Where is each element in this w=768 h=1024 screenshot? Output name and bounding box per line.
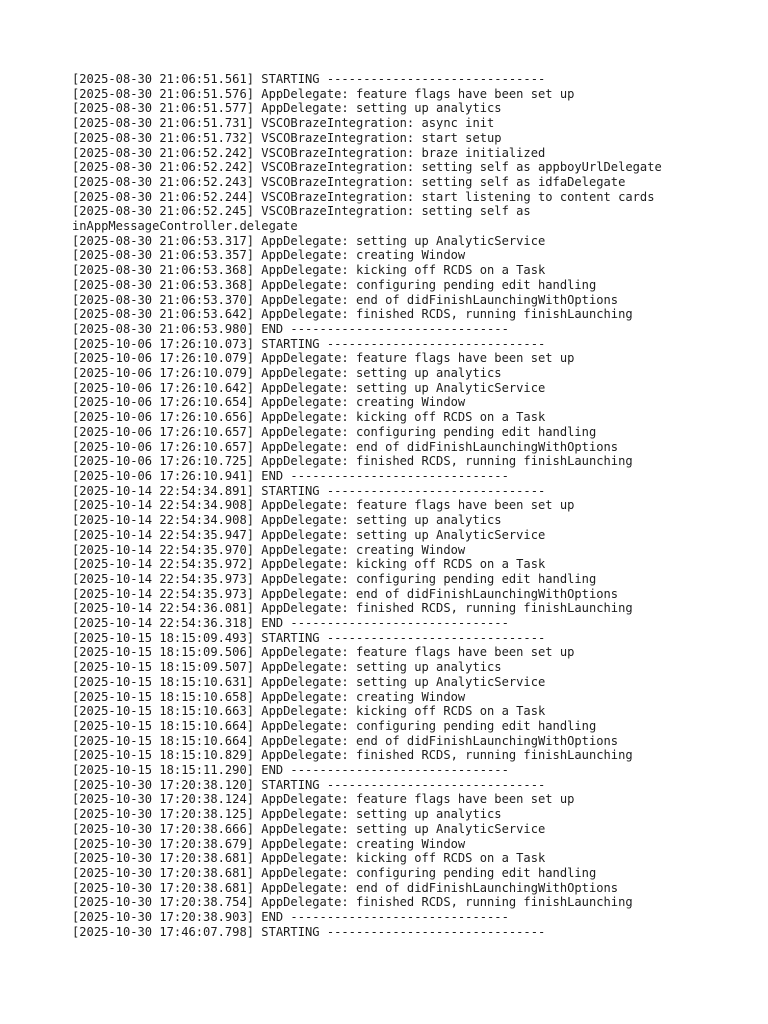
log-line: [2025-10-14 22:54:35.972] AppDelegate: kicking off RCDS on a Task: [72, 557, 546, 572]
log-line: [2025-10-06 17:26:10.657] AppDelegate: end of didFinishLaunchingWithOptions: [72, 439, 619, 454]
log-line: [2025-08-30 21:06:51.732] VSCOBrazeIntegration: start setup: [72, 130, 502, 145]
log-line: [2025-08-30 21:06:53.368] AppDelegate: configuring pending edit handling: [72, 277, 597, 292]
log-line: [2025-08-30 21:06:53.357] AppDelegate: creating Window: [72, 248, 466, 263]
log-line: [2025-10-14 22:54:35.973] AppDelegate: end of didFinishLaunchingWithOptions: [72, 586, 619, 601]
log-line: [2025-10-06 17:26:10.941] END ------------------------------: [72, 468, 509, 483]
log-line: [2025-08-30 21:06:53.368] AppDelegate: kicking off RCDS on a Task: [72, 263, 546, 278]
log-line: [2025-10-14 22:54:35.970] AppDelegate: creating Window: [72, 542, 466, 557]
log-line: [2025-08-30 21:06:53.980] END ------------------------------: [72, 321, 509, 336]
log-line: [2025-10-06 17:26:10.725] AppDelegate: finished RCDS, running finishLaunching: [72, 454, 633, 469]
log-line: [2025-08-30 21:06:52.242] VSCOBrazeIntegration: braze initialized: [72, 145, 546, 160]
log-line: [2025-10-06 17:26:10.642] AppDelegate: setting up AnalyticService: [72, 380, 546, 395]
log-line: [2025-08-30 21:06:53.370] AppDelegate: end of didFinishLaunchingWithOptions: [72, 292, 619, 307]
log-line: [2025-10-30 17:20:38.120] STARTING ------------------------------: [72, 777, 546, 792]
log-line: [2025-08-30 21:06:51.561] STARTING ------------------------------: [72, 72, 546, 86]
log-line: [2025-10-14 22:54:34.908] AppDelegate: feature flags have been set up: [72, 498, 575, 513]
log-line: [2025-08-30 21:06:51.576] AppDelegate: feature flags have been set up: [72, 86, 575, 101]
log-line: [2025-08-30 21:06:52.244] VSCOBrazeIntegration: start listening to content cards: [72, 189, 655, 204]
log-line: [2025-10-15 18:15:09.507] AppDelegate: setting up analytics: [72, 660, 502, 675]
log-line: [2025-10-30 17:46:07.798] STARTING ------------------------------: [72, 924, 546, 939]
log-line: [2025-10-06 17:26:10.079] AppDelegate: feature flags have been set up: [72, 351, 575, 366]
log-line: [2025-10-30 17:20:38.666] AppDelegate: setting up AnalyticService: [72, 821, 546, 836]
log-line: [2025-08-30 21:06:52.245] VSCOBrazeIntegration: setting self as: [72, 204, 531, 219]
log-line: [2025-10-14 22:54:36.081] AppDelegate: finished RCDS, running finishLaunching: [72, 601, 633, 616]
log-line: [2025-10-14 22:54:34.891] STARTING ------------------------------: [72, 483, 546, 498]
log-line: [2025-10-14 22:54:36.318] END ------------------------------: [72, 616, 509, 631]
log-line: [2025-10-06 17:26:10.079] AppDelegate: setting up analytics: [72, 366, 502, 381]
log-line: [2025-08-30 21:06:52.243] VSCOBrazeIntegration: setting self as idfaDelegate: [72, 174, 626, 189]
log-line: [2025-10-30 17:20:38.679] AppDelegate: creating Window: [72, 836, 466, 851]
log-line: [2025-08-30 21:06:51.577] AppDelegate: setting up analytics: [72, 101, 502, 116]
log-line: [2025-10-30 17:20:38.681] AppDelegate: end of didFinishLaunchingWithOptions: [72, 880, 619, 895]
log-line: [2025-10-30 17:20:38.124] AppDelegate: feature flags have been set up: [72, 792, 575, 807]
log-line: [2025-08-30 21:06:51.731] VSCOBrazeIntegration: async init: [72, 116, 495, 131]
log-line: [2025-10-06 17:26:10.073] STARTING ------------------------------: [72, 336, 546, 351]
log-line: [2025-10-30 17:20:38.125] AppDelegate: setting up analytics: [72, 807, 502, 822]
log-line: [2025-10-14 22:54:34.908] AppDelegate: setting up analytics: [72, 513, 502, 528]
log-line: [2025-10-30 17:20:38.754] AppDelegate: finished RCDS, running finishLaunching: [72, 895, 633, 910]
log-line: [2025-10-15 18:15:10.664] AppDelegate: configuring pending edit handling: [72, 718, 597, 733]
log-line: [2025-10-15 18:15:10.663] AppDelegate: kicking off RCDS on a Task: [72, 704, 546, 719]
log-line: [2025-10-14 22:54:35.973] AppDelegate: configuring pending edit handling: [72, 571, 597, 586]
log-line: [2025-08-30 21:06:53.642] AppDelegate: finished RCDS, running finishLaunching: [72, 307, 633, 322]
log-line: [2025-10-15 18:15:10.631] AppDelegate: setting up AnalyticService: [72, 674, 546, 689]
log-line: [2025-10-14 22:54:35.947] AppDelegate: setting up AnalyticService: [72, 527, 546, 542]
log-line: [2025-10-06 17:26:10.657] AppDelegate: configuring pending edit handling: [72, 424, 597, 439]
log-line: [2025-10-30 17:20:38.681] AppDelegate: configuring pending edit handling: [72, 865, 597, 880]
log-line: [2025-10-15 18:15:10.664] AppDelegate: end of didFinishLaunchingWithOptions: [72, 733, 619, 748]
log-line: [2025-08-30 21:06:52.242] VSCOBrazeIntegration: setting self as appboyUrlDelegate: [72, 160, 662, 175]
log-line: [2025-10-30 17:20:38.681] AppDelegate: kicking off RCDS on a Task: [72, 851, 546, 866]
log-text-block: [72, 72, 712, 939]
log-line: [2025-10-06 17:26:10.654] AppDelegate: creating Window: [72, 395, 466, 410]
log-line: inAppMessageController.delegate: [72, 219, 298, 234]
log-line: [2025-10-15 18:15:11.290] END ------------------------------: [72, 763, 509, 778]
log-line: [2025-10-15 18:15:09.506] AppDelegate: feature flags have been set up: [72, 645, 575, 660]
log-line: [2025-10-15 18:15:10.658] AppDelegate: creating Window: [72, 689, 466, 704]
log-line: [2025-10-15 18:15:10.829] AppDelegate: finished RCDS, running finishLaunching: [72, 748, 633, 763]
log-line: [2025-10-30 17:20:38.903] END ------------------------------: [72, 910, 509, 925]
log-line: [2025-10-15 18:15:09.493] STARTING ------------------------------: [72, 630, 546, 645]
log-line: [2025-10-06 17:26:10.656] AppDelegate: kicking off RCDS on a Task: [72, 410, 546, 425]
log-line: [2025-08-30 21:06:53.317] AppDelegate: setting up AnalyticService: [72, 233, 546, 248]
